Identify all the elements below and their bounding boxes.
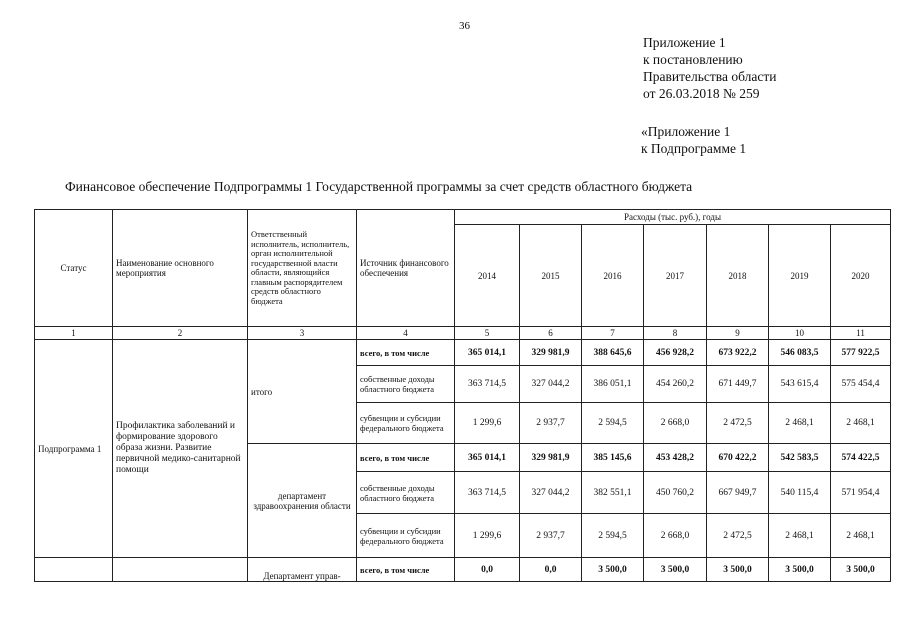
header-year: 2018 — [707, 225, 769, 327]
value-cell: 3 500,0 — [769, 558, 831, 582]
appendix-sub — [641, 123, 746, 157]
appendix-sub-line: к Подпрограмме 1 — [641, 141, 747, 156]
value-cell: 571 954,4 — [831, 472, 891, 514]
column-number: 10 — [769, 327, 831, 340]
value-cell: 673 922,2 — [707, 340, 769, 366]
value-cell: 3 500,0 — [831, 558, 891, 582]
column-number: 4 — [357, 327, 455, 340]
event-cell-empty — [113, 558, 248, 582]
appendix-line: от 26.03.2018 № 259 — [643, 86, 760, 101]
status-cell: Подпрограмма 1 — [35, 340, 113, 558]
value-cell: 365 014,1 — [455, 444, 520, 472]
value-cell: 2 472,5 — [707, 403, 769, 444]
finance-table — [34, 209, 891, 582]
appendix-line: Приложение 1 — [643, 35, 726, 50]
value-cell: 327 044,2 — [520, 472, 582, 514]
value-cell: 1 299,6 — [455, 403, 520, 444]
event-cell: Профилактика заболеваний и формирование здорового образа жизни. Развитие первичной медико-санитарной помощи — [113, 340, 248, 558]
value-cell: 546 083,5 — [769, 340, 831, 366]
value-cell: 577 922,5 — [831, 340, 891, 366]
column-number: 5 — [455, 327, 520, 340]
value-cell: 3 500,0 — [644, 558, 707, 582]
value-cell: 2 937,7 — [520, 403, 582, 444]
value-cell: 2 594,5 — [582, 514, 644, 558]
value-cell: 363 714,5 — [455, 366, 520, 403]
appendix-header — [643, 34, 776, 102]
value-cell: 2 468,1 — [831, 403, 891, 444]
source-cell: собственные доходы областного бюджета — [357, 366, 455, 403]
header-year: 2017 — [644, 225, 707, 327]
value-cell: 329 981,9 — [520, 340, 582, 366]
value-cell: 2 468,1 — [831, 514, 891, 558]
value-cell: 543 615,4 — [769, 366, 831, 403]
appendix-line: к постановлению — [643, 52, 743, 67]
header-status: Статус — [35, 210, 113, 327]
value-cell: 2 472,5 — [707, 514, 769, 558]
source-cell: всего, в том числе — [357, 340, 455, 366]
appendix-sub-line: «Приложение 1 — [641, 124, 731, 139]
column-number: 9 — [707, 327, 769, 340]
source-cell: всего, в том числе — [357, 558, 455, 582]
value-cell: 2 668,0 — [644, 403, 707, 444]
header-year: 2019 — [769, 225, 831, 327]
value-cell: 2 594,5 — [582, 403, 644, 444]
value-cell: 454 260,2 — [644, 366, 707, 403]
value-cell: 386 051,1 — [582, 366, 644, 403]
value-cell: 2 468,1 — [769, 403, 831, 444]
value-cell: 1 299,6 — [455, 514, 520, 558]
value-cell: 542 583,5 — [769, 444, 831, 472]
value-cell: 575 454,4 — [831, 366, 891, 403]
source-cell: субвенции и субсидии федерального бюджета — [357, 514, 455, 558]
header-year: 2015 — [520, 225, 582, 327]
value-cell: 540 115,4 — [769, 472, 831, 514]
header-event: Наименование основного мероприятия — [113, 210, 248, 327]
value-cell: 388 645,6 — [582, 340, 644, 366]
value-cell: 453 428,2 — [644, 444, 707, 472]
value-cell: 574 422,5 — [831, 444, 891, 472]
value-cell: 671 449,7 — [707, 366, 769, 403]
column-number: 1 — [35, 327, 113, 340]
header-expenses: Расходы (тыс. руб.), годы — [455, 210, 891, 225]
value-cell: 385 145,6 — [582, 444, 644, 472]
header-source: Источник финансового обеспечения — [357, 210, 455, 327]
executor-cell: Департамент управ- — [248, 558, 357, 582]
header-executor: Ответственный исполнитель, исполнитель, орган исполнительной государственной власти области, являющийся главным распорядителем средств областного бюджета — [248, 210, 357, 327]
header-year: 2020 — [831, 225, 891, 327]
column-number: 7 — [582, 327, 644, 340]
value-cell: 456 928,2 — [644, 340, 707, 366]
column-number: 11 — [831, 327, 891, 340]
column-number: 2 — [113, 327, 248, 340]
value-cell: 327 044,2 — [520, 366, 582, 403]
value-cell: 0,0 — [455, 558, 520, 582]
executor-cell: итого — [248, 340, 357, 444]
value-cell: 450 760,2 — [644, 472, 707, 514]
value-cell: 2 468,1 — [769, 514, 831, 558]
value-cell: 667 949,7 — [707, 472, 769, 514]
value-cell: 3 500,0 — [582, 558, 644, 582]
status-cell-empty — [35, 558, 113, 582]
column-number: 8 — [644, 327, 707, 340]
source-cell: всего, в том числе — [357, 444, 455, 472]
document-title: Финансовое обеспечение Подпрограммы 1 Государственной программы за счет средств областного бюджета — [65, 179, 693, 194]
header-year: 2016 — [582, 225, 644, 327]
value-cell: 3 500,0 — [707, 558, 769, 582]
value-cell: 670 422,2 — [707, 444, 769, 472]
column-number: 3 — [248, 327, 357, 340]
value-cell: 382 551,1 — [582, 472, 644, 514]
value-cell: 329 981,9 — [520, 444, 582, 472]
page-number: 36 — [459, 20, 470, 32]
appendix-line: Правительства области — [643, 69, 777, 84]
header-year: 2014 — [455, 225, 520, 327]
value-cell: 363 714,5 — [455, 472, 520, 514]
value-cell: 2 937,7 — [520, 514, 582, 558]
value-cell: 0,0 — [520, 558, 582, 582]
source-cell: собственные доходы областного бюджета — [357, 472, 455, 514]
executor-cell: департамент здравоохранения области — [248, 444, 357, 558]
column-number: 6 — [520, 327, 582, 340]
value-cell: 365 014,1 — [455, 340, 520, 366]
source-cell: субвенции и субсидии федерального бюджета — [357, 403, 455, 444]
value-cell: 2 668,0 — [644, 514, 707, 558]
